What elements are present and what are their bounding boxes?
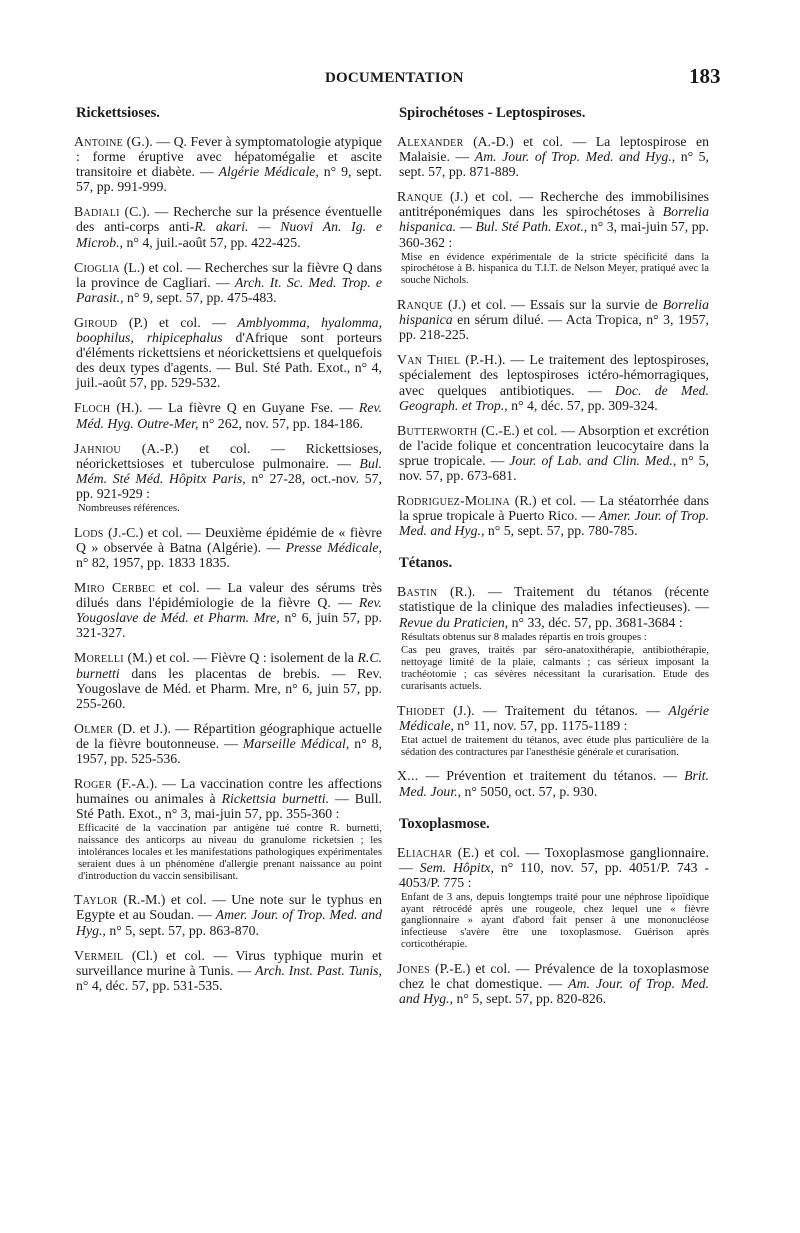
entry-author: Morelli xyxy=(74,650,124,666)
page-header xyxy=(0,64,800,94)
entry-citation: n° 3, mai-juin 57, pp. 360-362 : xyxy=(399,219,709,250)
bibliography-entry xyxy=(399,768,709,798)
entry-author: Van Thiel xyxy=(397,352,461,368)
bibliography-entry xyxy=(399,189,709,249)
right-column xyxy=(399,104,709,1016)
page-number: 183 xyxy=(689,64,721,88)
entry-title: (A.-P.) et col. — Rickettsioses, néorickettsioses et tuberculose pulmonaire. — xyxy=(76,440,382,471)
entry-author: Floch xyxy=(74,400,111,416)
entry-citation: n° 4, juil.-août 57, pp. 422-425. xyxy=(126,234,301,250)
entry-author: Ranque xyxy=(397,189,443,205)
entry-journal: Doc. de Med. Geograph. et Trop., xyxy=(399,382,709,413)
entry-journal: Rev. Yougoslave de Méd. et Pharm. Mre, xyxy=(76,595,383,626)
entry-citation: n° 9, sept. 57, pp. 475-483. xyxy=(126,289,277,305)
annotation-note: Nombreuses références. xyxy=(78,502,180,514)
entry-author: Vermeil xyxy=(74,947,124,963)
entry-journal: Sem. Hôpitx, xyxy=(419,859,494,875)
entry-author: Olmer xyxy=(74,720,114,736)
entry-citation: n° 5, sept. 57, pp. 863-870. xyxy=(109,922,259,938)
entry-citation: en sérum dilué. — Acta Tropica, n° 3, 1957, pp. 218-225. xyxy=(399,312,709,343)
annotation-note: Etat actuel de traitement du tétanos, avec étude plus particulière de la sédation des contractures par l'anesthésie générale et curarisation. xyxy=(401,734,709,758)
entry-title: (M.) et col. — Fièvre Q : isolement de la xyxy=(127,650,354,666)
left-column xyxy=(76,104,382,1003)
bibliography-entry xyxy=(399,352,709,412)
bibliography-entry xyxy=(76,776,382,821)
entry-citation: n° 6, juin 57, pp. 321-327. xyxy=(76,610,383,641)
bibliography-entry xyxy=(399,703,709,733)
bibliography-entry xyxy=(76,204,382,249)
annotation-note: Résultats obtenus sur 8 malades répartis en trois groupes : xyxy=(401,631,647,643)
entry-citation: n° 9, sept. 57, pp. 991-999. xyxy=(76,164,383,195)
entry-author: Ranque xyxy=(397,297,443,313)
entry-journal: R.C. burnetti xyxy=(76,650,383,681)
entry-journal: Amblyomma, hyalomma, boophilus, rhipicephalus xyxy=(76,314,383,346)
bibliography-entry xyxy=(76,948,382,993)
entry-journal: Arch. It. Sc. Med. Trop. e Parasit., xyxy=(76,274,382,305)
annotation-note: Efficacité de la vaccination par antigène tué contre R. burnetti, naissance des anticorps au niveau du granulome ricketsien ; les intolérances locales et les manifestations pathologiques expérimentales seraient dues à un phénomène d'allergie prenant naissance au point d'introduction du vaccin sensibilisant. xyxy=(78,823,382,882)
entry-author: Thiodet xyxy=(397,702,445,718)
entry-journal: Marseille Médical, xyxy=(242,735,350,751)
entry-title: (C.-E.) et col. — Absorption et excrétion de l'acide folique et concentration leucocytaire dans la sprue tropicale. — xyxy=(399,422,709,468)
bibliography-entry xyxy=(399,961,709,1006)
entry-journal: Rev. Méd. Hyg. Outre-Mer, xyxy=(76,400,383,431)
bibliography-entry xyxy=(399,134,709,179)
entry-title: — Prévention et traitement du tétanos. — xyxy=(425,768,678,784)
entry-journal: Amer. Jour. of Trop. Med. and Hyg., xyxy=(76,907,382,938)
bibliography-entry xyxy=(76,892,382,937)
bibliography-entry xyxy=(399,845,709,890)
entry-author: Giroud xyxy=(74,314,118,330)
entry-title: (D. et J.). — Répartition géographique actuelle de la fièvre boutonneuse. — xyxy=(76,720,382,751)
entry-title: (J.). — Traitement du tétanos. — xyxy=(453,702,661,718)
entry-author: Taylor xyxy=(74,892,118,908)
entry-citation: dans les placentas de brebis. — Rev. Yougoslave de Méd. et Pharm. Mre, n° 6, juin 57, pp. 255-260. xyxy=(76,665,382,711)
entry-author: Antoine xyxy=(74,134,124,149)
entry-title: (A.-D.) et col. — La leptospirose en Malaisie. — xyxy=(399,134,709,165)
entry-journal: Revue du Praticien, xyxy=(399,614,509,630)
entry-title: (Cl.) et col. — Virus typhique murin et surveillance murine à Tunis. — xyxy=(76,947,382,978)
entry-author: Badiali xyxy=(74,204,120,220)
section-heading-tetanos: Tétanos. xyxy=(399,555,453,572)
section-heading-rickettsioses: Rickettsioses. xyxy=(76,105,160,121)
entry-journal: Arch. Inst. Past. Tunis, xyxy=(255,962,383,978)
bibliography-entry xyxy=(76,134,382,194)
bibliography-entry xyxy=(399,584,709,629)
entry-citation: n° 82, 1957, pp. 1833 1835. xyxy=(76,554,230,570)
entry-author: Jones xyxy=(397,960,430,976)
entry-author: Eliachar xyxy=(397,844,453,860)
entry-journal: Am. Jour. of Trop. Med. and Hyg., xyxy=(474,149,676,165)
bibliography-entry xyxy=(76,400,382,430)
section-heading-spirochetoses: Spirochétoses - Leptospiroses. xyxy=(399,105,586,121)
bibliography-entry xyxy=(399,297,709,342)
entry-citation: n° 5050, oct. 57, p. 930. xyxy=(464,783,598,799)
entry-citation: n° 110, nov. 57, pp. 4051/P. 743 - 4053/P. 775 : xyxy=(399,859,710,890)
entry-citation: n° 5, sept. 57, pp. 871-889. xyxy=(399,149,709,180)
entry-citation: n° 4, déc. 57, pp. 309-324. xyxy=(511,397,658,413)
entry-journal: Borrelia hispanica. — Bul. Sté Path. Exot., xyxy=(399,204,709,235)
entry-title: (R.-M.) et col. — Une note sur le typhus en Egypte et au Soudan. — xyxy=(76,892,382,923)
entry-journal: Brit. Med. Jour., xyxy=(399,768,709,799)
entry-title: (E.) et col. — Toxoplasmose ganglionnaire. — xyxy=(399,844,710,875)
entry-title: (P.-H.). — Le traitement des leptospiroses, spécialement des leptospiroses ictéro-hémorragiques, avec quelques antibiotiques. — xyxy=(399,352,709,398)
entry-title: (H.). — La fièvre Q en Guyane Fse. — xyxy=(116,400,353,416)
entry-citation: — Bull. Sté Path. Exot., n° 3, mai-juin 57, pp. 355-360 : xyxy=(76,791,383,822)
entry-author: Rodriguez-Molina xyxy=(397,493,511,509)
entry-journal: Algérie Médicale, xyxy=(218,164,319,180)
entry-journal: R. akari. — Nuovi An. Ig. e Microb., xyxy=(76,219,382,250)
bibliography-entry xyxy=(76,525,382,570)
entry-citation: n° 5, sept. 57, pp. 820-826. xyxy=(456,991,607,1007)
entry-journal: Amer. Jour. of Trop. Med. and Hyg., xyxy=(399,508,710,539)
running-title: DOCUMENTATION xyxy=(325,70,464,86)
entry-journal: Presse Médicale, xyxy=(285,539,383,555)
bibliography-entry xyxy=(399,493,709,538)
entry-citation: n° 262, nov. 57, pp. 184-186. xyxy=(201,415,363,431)
bibliography-entry xyxy=(76,260,382,305)
entry-title: (J.) et col. — Essais sur la survie de xyxy=(447,297,658,313)
entry-citation: d'Afrique sont porteurs d'éléments rickettsiens et néorickettsiens et quelquefois des deux types d'agents. — Bul. Sté Path. Exot., n° 4, juil.-août 57, pp. 529-532. xyxy=(76,330,382,391)
entry-title: (R.). — Traitement du tétanos (récente statistique de la clinique des maladies infectieuses). — xyxy=(399,584,709,615)
entry-author: Bastin xyxy=(397,584,438,600)
entry-author: Miro Cerbec xyxy=(74,580,156,596)
entry-title: (J.) et col. — Recherche des immobilisines antitréponémiques dans les spirochétoses à xyxy=(399,189,709,220)
annotation-note: Enfant de 3 ans, depuis longtemps traité pour une néphrose lipoïdique ayant rétrocédé après une rougeole, chez lequel une « fièvre ganglionnaire » ayant d'abord fait penser à une mononucléose infectieuse s'avère être une toxoplasmose. Guérison après corticothérapie. xyxy=(401,891,709,951)
entry-journal: Rickettsia burnetti. xyxy=(221,791,330,807)
entry-citation: n° 5, sept. 57, pp. 780-785. xyxy=(487,523,638,539)
entry-author: Jahniou xyxy=(74,440,121,456)
entry-title: (P.-E.) et col. — Prévalence de la toxoplasmose chez le chat domestique. — xyxy=(399,960,710,991)
entry-title: (C.). — Recherche sur la présence éventuelle des anti-corps anti- xyxy=(76,204,382,235)
entry-title: (J.-C.) et col. — Deuxième épidémie de « fièvre Q » observée à Batna (Algérie). — xyxy=(76,524,382,555)
bibliography-entry xyxy=(76,650,382,710)
entry-journal: Am. Jour. of Trop. Med. and Hyg., xyxy=(399,975,710,1007)
entry-title: (L.) et col. — Recherches sur la fièvre Q dans la province de Cagliari. — xyxy=(76,259,382,290)
annotation-note: Mise en évidence expérimentale de la stricte spécificité dans la spirochétose à B. hispanica du T.I.T. de Nelson Meyer, pratiqué avec la souche Nichols. xyxy=(401,251,709,287)
entry-title: et col. — La valeur des sérums très dilués dans l'épidémiologie de la fièvre Q. — xyxy=(76,580,383,611)
entry-journal: Bul. Mém. Sté Méd. Hôpitx Paris, xyxy=(76,455,382,486)
entry-citation: n° 8, 1957, pp. 525-536. xyxy=(76,735,383,766)
bibliography-entry xyxy=(76,315,382,390)
annotation-note: Cas peu graves, traités par séro-anatoxithérapie, antibiothérapie, nettoyage limité de la plaie, calmants ; cas sérieux imposant la trachéotomie ; cas sévères nécessitant la curarisation. Etude des curarisants actuels. xyxy=(401,645,709,692)
entry-citation: n° 4, déc. 57, pp. 531-535. xyxy=(76,977,223,993)
entry-author: X... xyxy=(397,768,419,784)
entry-citation: n° 27-28, oct.-nov. 57, pp. 921-929 : xyxy=(76,470,383,501)
bibliography-entry xyxy=(399,423,709,483)
entry-journal: Jour. of Lab. and Clin. Med., xyxy=(509,452,677,468)
entry-citation: n° 33, déc. 57, pp. 3681-3684 : xyxy=(511,614,683,630)
entry-journal: Borrelia hispanica xyxy=(399,297,709,328)
entry-title: (G.). — Q. Fever à symptomatologie atypique : forme éruptive avec hépatomégalie et ascite transitoire et diabète. — xyxy=(76,134,382,180)
bibliography-entry xyxy=(76,580,382,640)
entry-citation: n° 5, nov. 57, pp. 673-681. xyxy=(399,452,710,483)
entry-title: (F.-A.). — La vaccination contre les affections humaines ou animales à xyxy=(76,776,382,807)
entry-citation: n° 11, nov. 57, pp. 1175-1189 : xyxy=(457,717,628,733)
entry-author: Roger xyxy=(74,776,112,792)
section-heading-toxoplasmose: Toxoplasmose. xyxy=(399,815,490,832)
entry-title: (P.) et col. — xyxy=(128,314,226,330)
entry-author: Lods xyxy=(74,524,104,540)
entry-journal: Algérie Médicale, xyxy=(399,702,709,733)
entry-title: (R.) et col. — La stéatorrhée dans la sprue tropicale à Puerto Rico. — xyxy=(399,493,710,524)
bibliography-entry xyxy=(76,721,382,766)
entry-author: Alexander xyxy=(397,134,464,149)
bibliography-entry xyxy=(76,441,382,501)
entry-author: Cioglia xyxy=(74,259,120,275)
entry-author: Butterworth xyxy=(397,422,478,438)
